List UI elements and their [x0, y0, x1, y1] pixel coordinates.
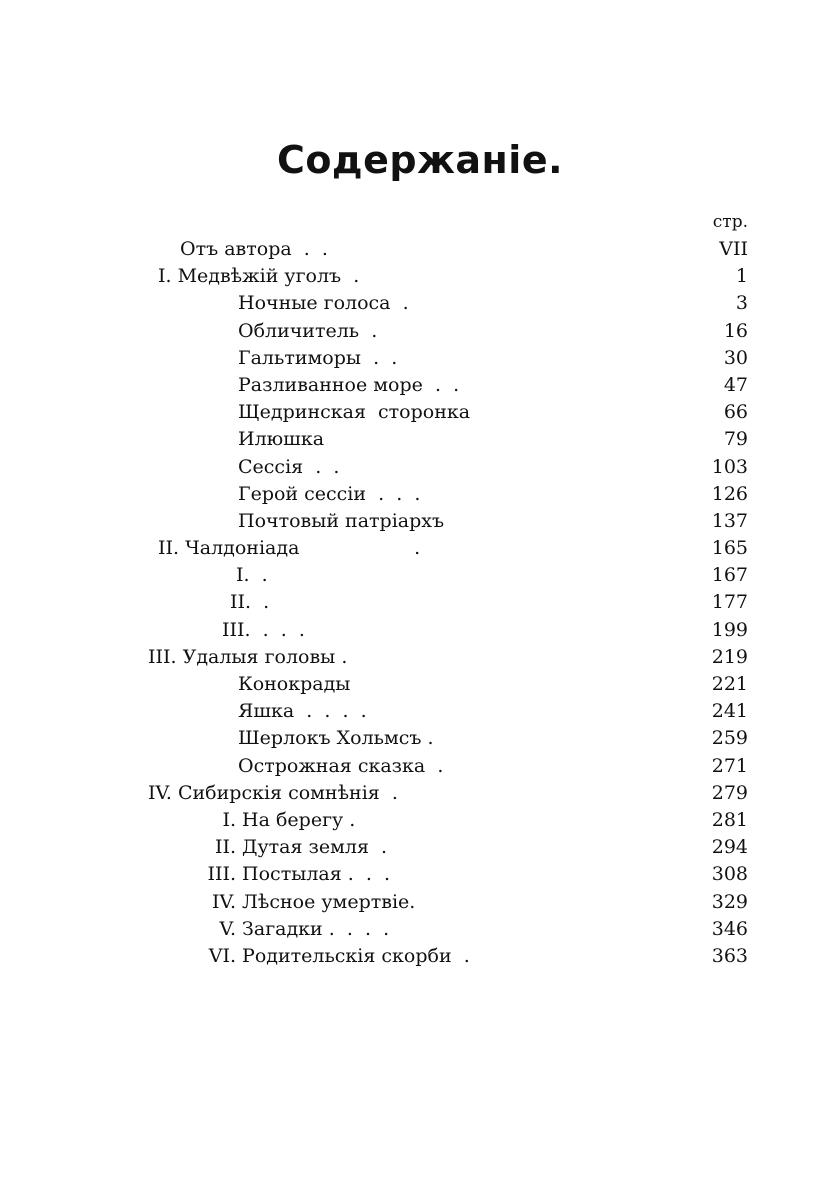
toc-entry-text: Дутая земля .	[236, 836, 388, 859]
toc-entry-page-number: 167	[711, 564, 748, 587]
toc-entry	[0, 889, 840, 916]
toc-entry	[0, 372, 840, 399]
toc-entry	[0, 535, 840, 562]
toc-entry-page-number: 308	[711, 863, 748, 886]
toc-entry-page-number: 30	[723, 346, 748, 369]
toc-entry-title: Герой сессіи . . .	[238, 482, 421, 505]
toc-entry	[0, 834, 840, 861]
toc-entry-title: III. . . .	[222, 618, 305, 641]
toc-entry-text: На берегу .	[236, 808, 356, 831]
toc-entry-page-number: 279	[711, 781, 748, 804]
toc-entry	[0, 589, 840, 616]
table-of-contents	[0, 236, 840, 970]
toc-entry-title: Конокрады	[238, 673, 351, 695]
toc-entry-page-number: 47	[723, 373, 748, 396]
toc-entry-text: Постылая . . .	[236, 863, 391, 886]
toc-entry-title	[190, 807, 355, 834]
toc-entry-number: I.	[222, 808, 236, 831]
toc-entry-text: Загадки . . . .	[236, 917, 390, 940]
toc-entry	[0, 698, 840, 725]
toc-entry-page-number: VII	[719, 238, 748, 260]
toc-entry	[0, 399, 840, 426]
toc-entry-title	[190, 861, 390, 888]
toc-entry-title: Разливанное море . .	[238, 373, 460, 396]
toc-entry-page-number: 165	[711, 537, 748, 560]
toc-entry	[0, 617, 840, 644]
toc-entry-title: IV. Сибирскія сомнѣнія .	[148, 781, 398, 804]
toc-entry	[0, 807, 840, 834]
toc-entry	[0, 290, 840, 317]
toc-entry-title: Отъ автора . .	[180, 238, 328, 260]
toc-entry-title	[190, 834, 387, 861]
toc-entry-page-number: 329	[711, 890, 748, 913]
toc-entry	[0, 345, 840, 372]
toc-entry	[0, 508, 840, 535]
toc-entry-number: VI.	[208, 944, 236, 967]
toc-entry-title: Почтовый патріархъ	[238, 509, 445, 532]
toc-entry-page-number: 177	[711, 591, 748, 614]
toc-entry-title: Обличитель .	[238, 319, 378, 342]
toc-entry-title	[190, 943, 470, 970]
toc-entry-number: III.	[207, 863, 236, 886]
toc-entry	[0, 454, 840, 481]
toc-entry	[0, 644, 840, 671]
toc-entry-number: II.	[214, 836, 236, 859]
toc-entry-title: Яшка . . . .	[238, 700, 367, 723]
toc-entry	[0, 943, 840, 970]
toc-entry-page-number: 199	[711, 618, 748, 641]
toc-entry-page-number: 346	[711, 917, 748, 940]
toc-entry-title: Щедринская сторонка	[238, 401, 471, 424]
toc-entry-title	[190, 916, 389, 943]
toc-entry-page-number: 294	[711, 836, 748, 859]
toc-entry-page-number: 219	[711, 645, 748, 668]
toc-entry-title: III. Удалыя головы .	[148, 645, 348, 668]
toc-entry-title: I. Медвѣжій уголъ .	[158, 265, 360, 288]
toc-entry-title	[190, 889, 415, 916]
toc-entry-title: Илюшка	[238, 428, 325, 451]
toc-entry-page-number: 221	[711, 673, 748, 695]
toc-entry	[0, 780, 840, 807]
toc-entry-number: IV.	[212, 890, 236, 913]
page-title: Содержаніе.	[276, 138, 564, 182]
toc-entry-title: II. .	[230, 591, 270, 614]
toc-entry-page-number: 137	[711, 509, 748, 532]
toc-entry	[0, 725, 840, 752]
toc-entry	[0, 861, 840, 888]
toc-entry-page-number: 1	[735, 265, 748, 288]
toc-entry-text: Лѣсное умертвіе.	[236, 890, 416, 913]
toc-entry	[0, 318, 840, 345]
toc-entry-title: II. Чалдоніада .	[158, 537, 421, 560]
toc-entry-number: V.	[219, 917, 236, 940]
toc-entry-page-number: 103	[711, 455, 748, 478]
toc-entry	[0, 263, 840, 290]
toc-entry	[0, 236, 840, 263]
toc-entry-title: Острожная сказка .	[238, 754, 444, 777]
toc-entry-page-number: 16	[723, 319, 748, 342]
toc-entry-page-number: 241	[711, 700, 748, 723]
toc-entry-title: Ночные голоса .	[238, 292, 409, 315]
toc-entry-page-number: 3	[735, 292, 748, 315]
page-column-header: стр.	[712, 212, 748, 232]
toc-entry	[0, 481, 840, 508]
toc-entry-text: Родительскія скорби .	[236, 944, 470, 967]
toc-entry	[0, 426, 840, 453]
toc-entry-title: Сессія . .	[238, 455, 340, 478]
toc-entry-title: Шерлокъ Хольмсъ .	[238, 727, 434, 750]
toc-entry	[0, 671, 840, 698]
toc-entry-title: Гальтиморы . .	[238, 346, 398, 369]
toc-entry-page-number: 79	[723, 428, 748, 451]
toc-entry-title: I. .	[236, 564, 268, 587]
toc-entry-page-number: 259	[711, 727, 748, 750]
toc-entry	[0, 562, 840, 589]
toc-entry-page-number: 271	[711, 754, 748, 777]
toc-entry-page-number: 126	[711, 482, 748, 505]
toc-entry	[0, 753, 840, 780]
toc-entry-page-number: 66	[723, 401, 748, 424]
toc-entry	[0, 916, 840, 943]
toc-entry-page-number: 281	[711, 808, 748, 831]
toc-entry-page-number: 363	[711, 944, 748, 967]
